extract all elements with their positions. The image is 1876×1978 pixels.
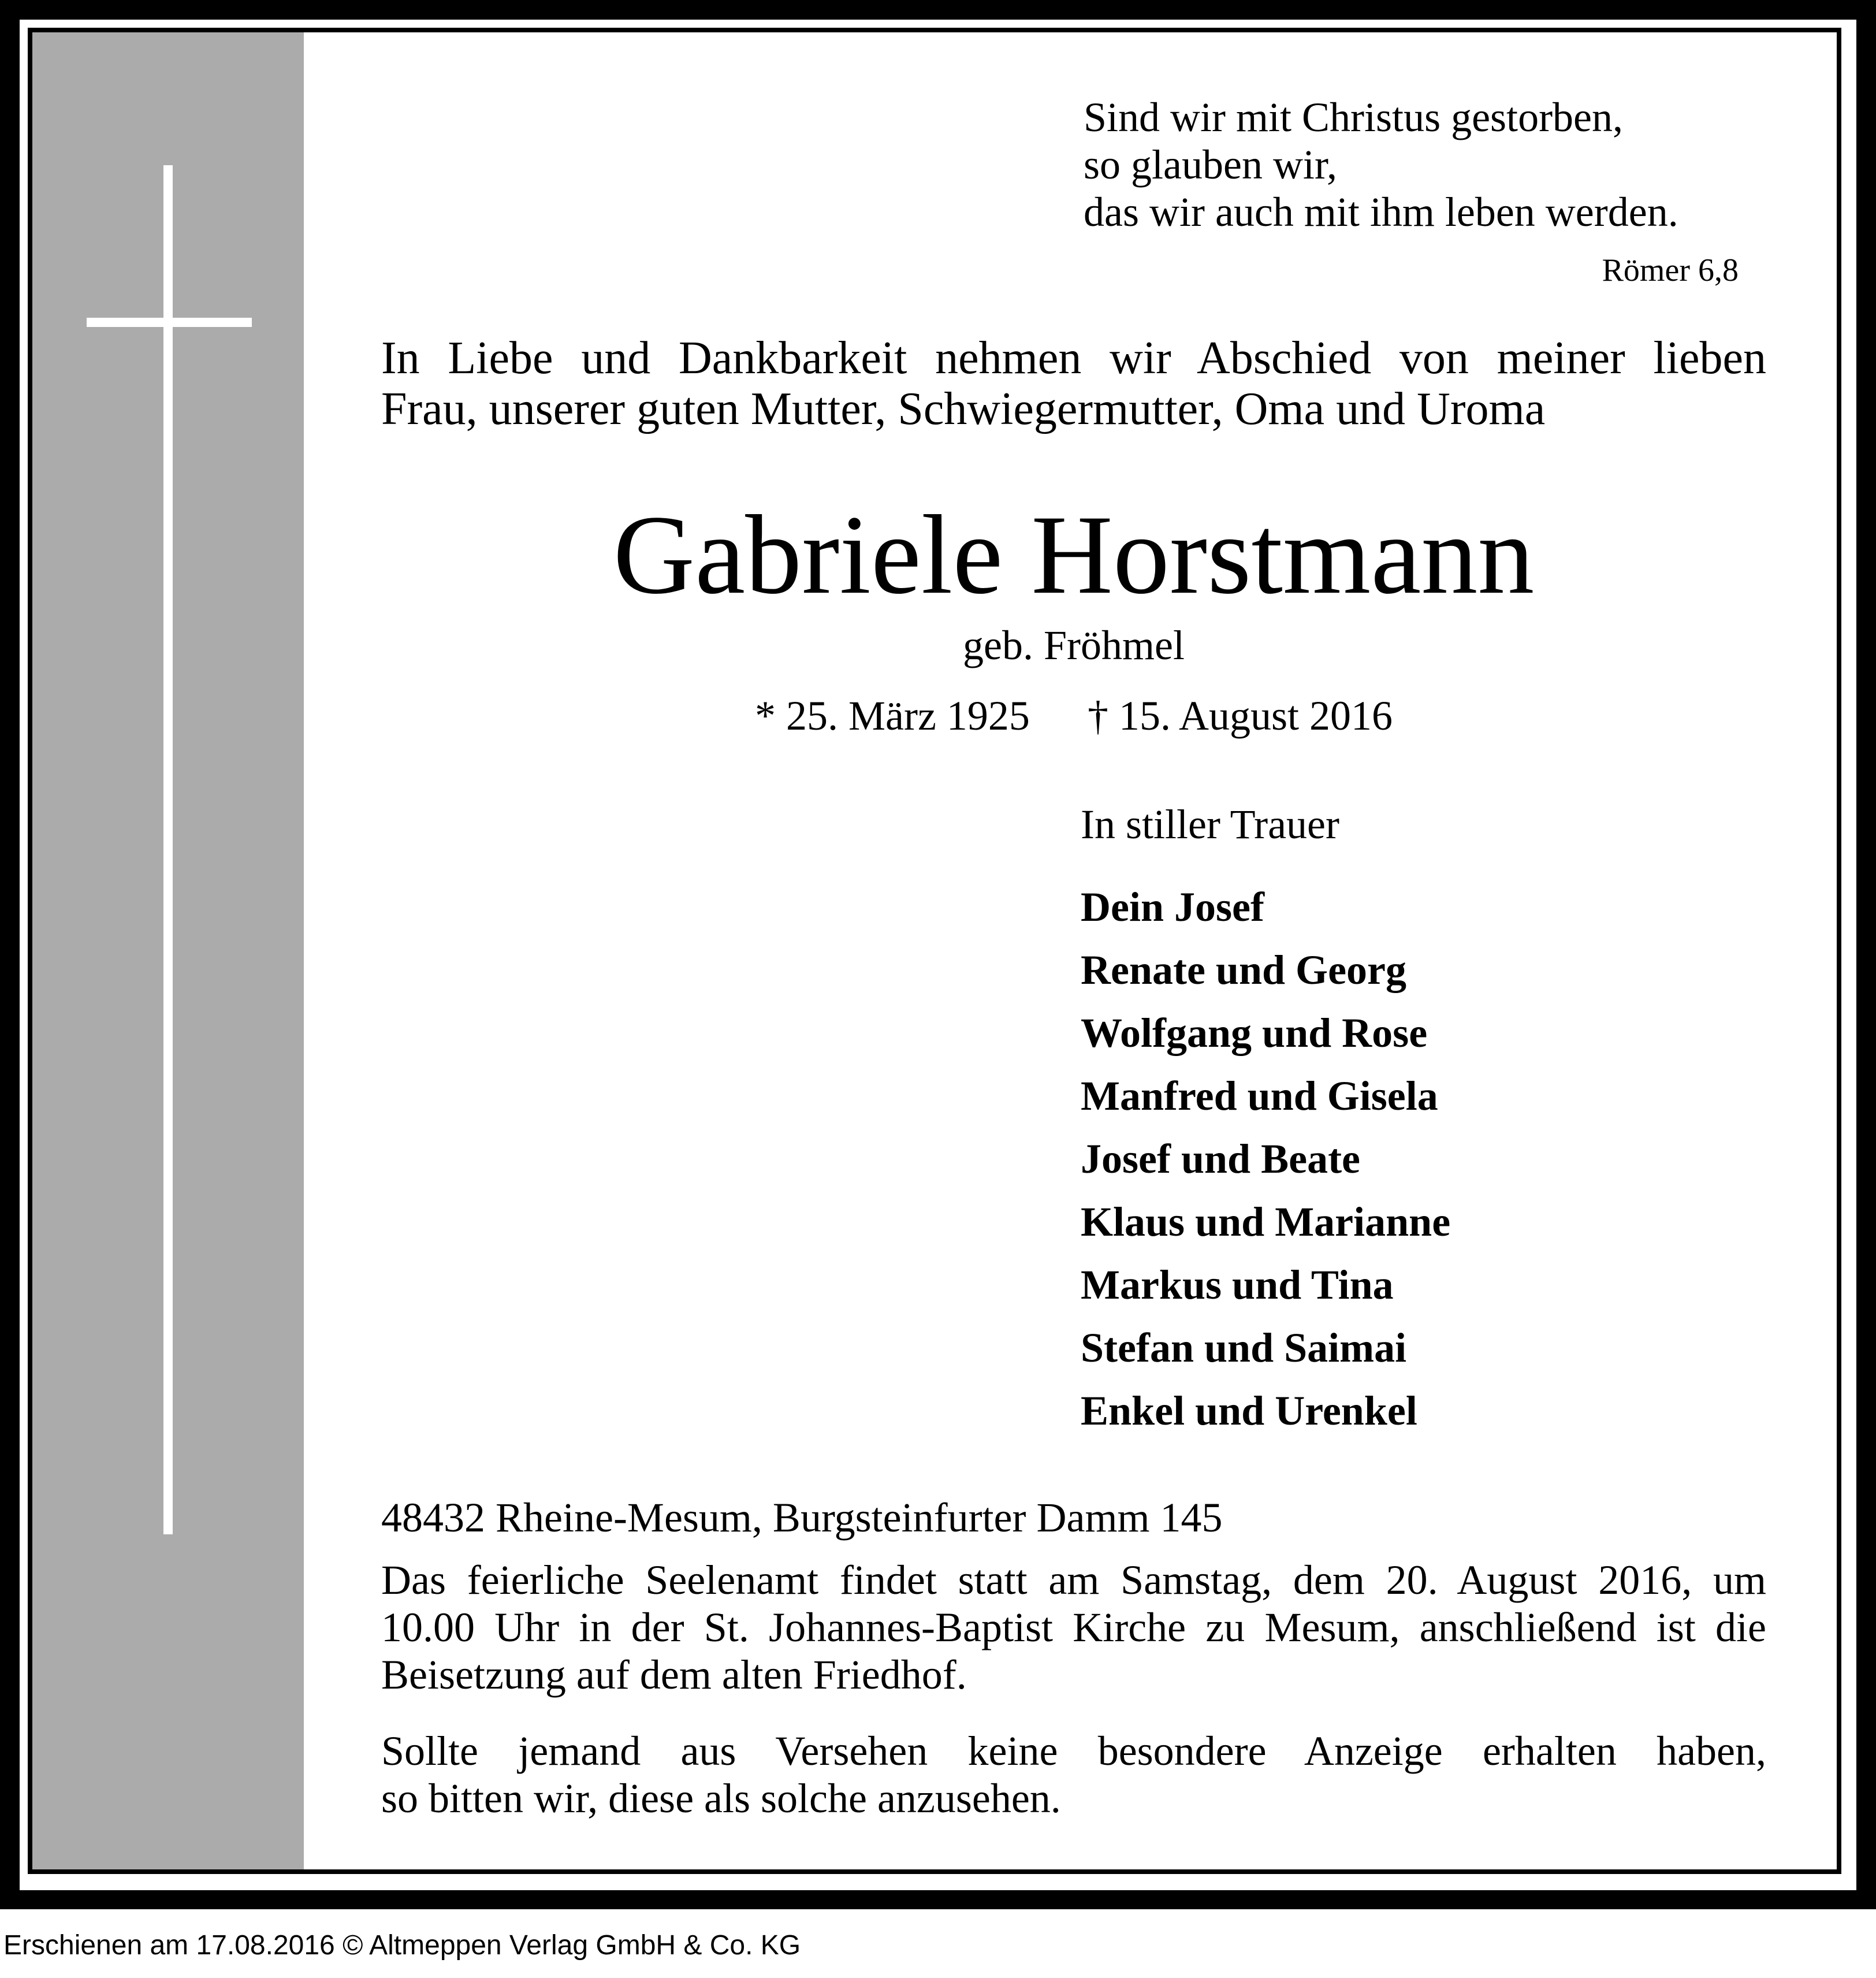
list-item: Klaus und Marianne <box>1081 1199 1451 1245</box>
family-list <box>1081 876 1450 1442</box>
cross-icon-crossbar <box>87 318 252 327</box>
verse-reference: Römer 6,8 <box>1602 252 1739 288</box>
mourning-label: In stiller Trauer <box>1081 801 1339 847</box>
list-item: Josef und Beate <box>1081 1136 1360 1182</box>
notice-text <box>381 1727 1766 1822</box>
cross-icon <box>163 165 173 1534</box>
service-info <box>381 1556 1766 1698</box>
birth-date: * 25. März 1925 <box>755 693 1030 739</box>
deceased-name: Gabriele Horstmann <box>613 492 1535 618</box>
service-line: Beisetzung auf dem alten Friedhof. <box>381 1652 967 1698</box>
bible-verse <box>1084 94 1678 236</box>
intro-line: In Liebe und Dankbarkeit nehmen wir Abschied von meiner lieben <box>381 333 1766 384</box>
address: 48432 Rheine-Mesum, Burgsteinfurter Damm 145 <box>381 1494 1223 1541</box>
life-dates <box>381 692 1766 740</box>
list-item: Wolfgang und Rose <box>1081 1010 1428 1056</box>
notice-line: so bitten wir, diese als solche anzusehen. <box>381 1775 1061 1821</box>
list-item: Stefan und Saimai <box>1081 1325 1407 1371</box>
list-item: Manfred und Gisela <box>1081 1073 1438 1119</box>
verse-line: so glauben wir, <box>1084 142 1338 188</box>
verse-line: Sind wir mit Christus gestorben, <box>1084 94 1623 140</box>
list-item: Enkel und Urenkel <box>1081 1388 1417 1434</box>
maiden-name: geb. Fröhmel <box>963 622 1185 668</box>
list-item: Dein Josef <box>1081 884 1264 930</box>
grey-side-band <box>32 32 304 1869</box>
verse-line: das wir auch mit ihm leben werden. <box>1084 189 1678 235</box>
list-item: Markus und Tina <box>1081 1262 1394 1308</box>
list-item: Renate und Georg <box>1081 947 1406 993</box>
service-line: 10.00 Uhr in der St. Johannes-Baptist Kirche zu Mesum, anschließend ist die <box>381 1604 1766 1650</box>
publication-footer: Erschienen am 17.08.2016 © Altmeppen Verlag GmbH & Co. KG <box>3 1930 801 1961</box>
notice-line: Sollte jemand aus Versehen keine besondere Anzeige erhalten haben, <box>381 1728 1766 1774</box>
death-date: † 15. August 2016 <box>1087 693 1393 739</box>
service-line: Das feierliche Seelenamt findet statt am Samstag, dem 20. August 2016, um <box>381 1557 1766 1603</box>
intro-line: Frau, unserer guten Mutter, Schwiegermutter, Oma und Uroma <box>381 384 1546 434</box>
intro-text <box>381 333 1766 434</box>
obituary-content <box>32 32 1837 1869</box>
